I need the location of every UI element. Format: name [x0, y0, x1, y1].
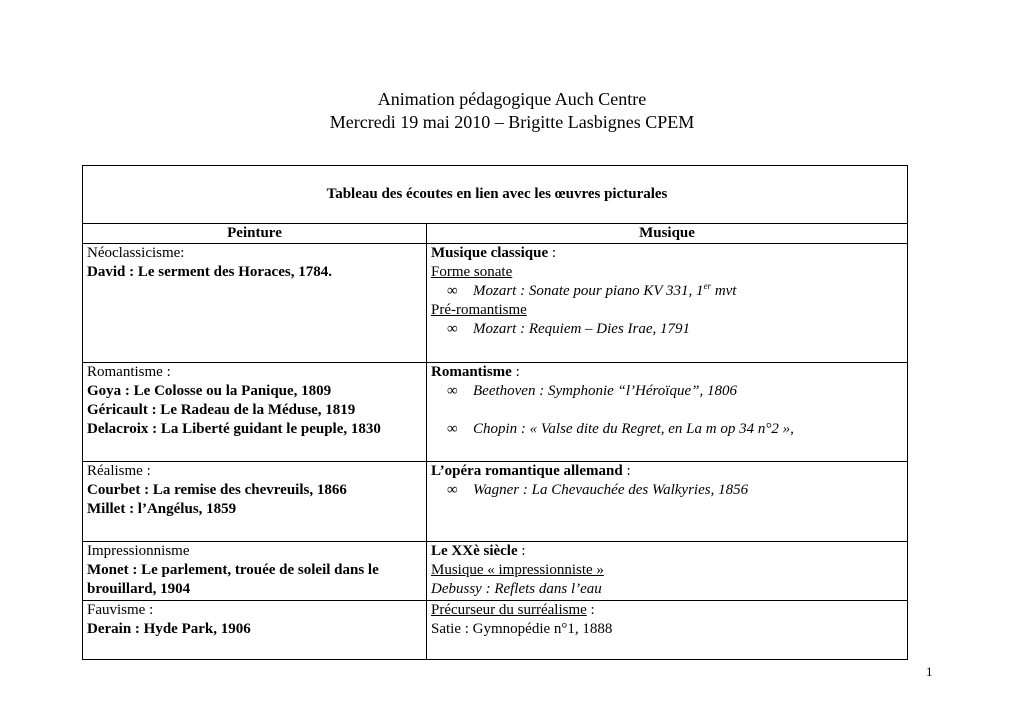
music-subheading: Musique « impressionniste »	[431, 562, 604, 578]
music-title: Romantisme	[431, 364, 512, 380]
movement-label: Romantisme :	[87, 364, 171, 380]
painting-cell	[83, 462, 427, 542]
painting-cell	[83, 363, 427, 462]
painting-work: Goya : Le Colosse ou la Panique, 1809	[87, 383, 332, 399]
infinity-bullet-icon: ∞	[447, 482, 458, 498]
music-title-suffix: :	[548, 245, 557, 261]
music-title: Le XXè siècle	[431, 543, 518, 559]
table-row	[83, 363, 908, 462]
infinity-bullet-icon: ∞	[447, 421, 458, 437]
music-title: Musique classique	[431, 245, 549, 261]
listening-table	[82, 165, 908, 660]
table-row	[83, 601, 908, 660]
music-title: Précurseur du surréalisme	[431, 602, 587, 618]
painting-work: Courbet : La remise des chevreuils, 1866	[87, 482, 347, 498]
music-item: Satie : Gymnopédie n°1, 1888	[431, 621, 613, 637]
music-title-suffix: :	[622, 463, 631, 479]
music-cell	[427, 601, 908, 660]
music-cell	[427, 542, 908, 601]
table-caption: Tableau des écoutes en lien avec les œuvres picturales	[83, 166, 908, 224]
table-row	[83, 244, 908, 363]
table-row	[83, 462, 908, 542]
column-header-peinture: Peinture	[83, 224, 427, 244]
painting-work: Derain : Hyde Park, 1906	[87, 621, 251, 637]
music-title-suffix: :	[511, 364, 520, 380]
painting-work: Géricault : Le Radeau de la Méduse, 1819	[87, 402, 356, 418]
infinity-bullet-icon: ∞	[447, 383, 458, 399]
music-subheading: Forme sonate	[431, 264, 513, 280]
music-item: ∞ Mozart : Requiem – Dies Irae, 1791	[447, 321, 691, 337]
music-title-suffix: :	[586, 602, 595, 618]
movement-label: Impressionnisme	[87, 543, 190, 559]
page-number: 1	[926, 664, 933, 679]
music-cell	[427, 244, 908, 363]
movement-label: Réalisme :	[87, 463, 151, 479]
column-header-musique: Musique	[427, 224, 908, 244]
music-item: ∞ Chopin : « Valse dite du Regret, en La m op 34 n°2 »,	[447, 421, 794, 437]
music-title: L’opéra romantique allemand	[431, 463, 623, 479]
painting-work: Delacroix : La Liberté guidant le peuple, 1830	[87, 421, 381, 437]
music-item: ∞ Beethoven : Symphonie “l’Héroïque”, 1806	[447, 383, 737, 399]
document-subtitle: Mercredi 19 mai 2010 – Brigitte Lasbignes CPEM	[329, 112, 695, 132]
painting-cell	[83, 542, 427, 601]
painting-cell	[83, 244, 427, 363]
music-title-suffix: :	[517, 543, 526, 559]
music-item: Debussy : Reflets dans l’eau	[431, 581, 602, 597]
painting-work: Monet : Le parlement, trouée de soleil dans le brouillard, 1904	[87, 562, 379, 597]
music-item: ∞ Mozart : Sonate pour piano KV 331, 1er mvt	[447, 281, 737, 299]
music-subheading: Pré-romantisme	[431, 302, 527, 318]
painting-work: David : Le serment des Horaces, 1784.	[87, 264, 332, 280]
document-title: Animation pédagogique Auch Centre	[377, 89, 647, 109]
painting-cell	[83, 601, 427, 660]
music-cell	[427, 462, 908, 542]
table-row	[83, 542, 908, 601]
infinity-bullet-icon: ∞	[447, 283, 458, 299]
infinity-bullet-icon: ∞	[447, 321, 458, 337]
movement-label: Fauvisme :	[87, 602, 154, 618]
painting-work: Millet : l’Angélus, 1859	[87, 501, 237, 517]
music-cell	[427, 363, 908, 462]
music-item: ∞ Wagner : La Chevauchée des Walkyries, 1856	[447, 482, 749, 498]
movement-label: Néoclassicisme:	[87, 245, 185, 261]
